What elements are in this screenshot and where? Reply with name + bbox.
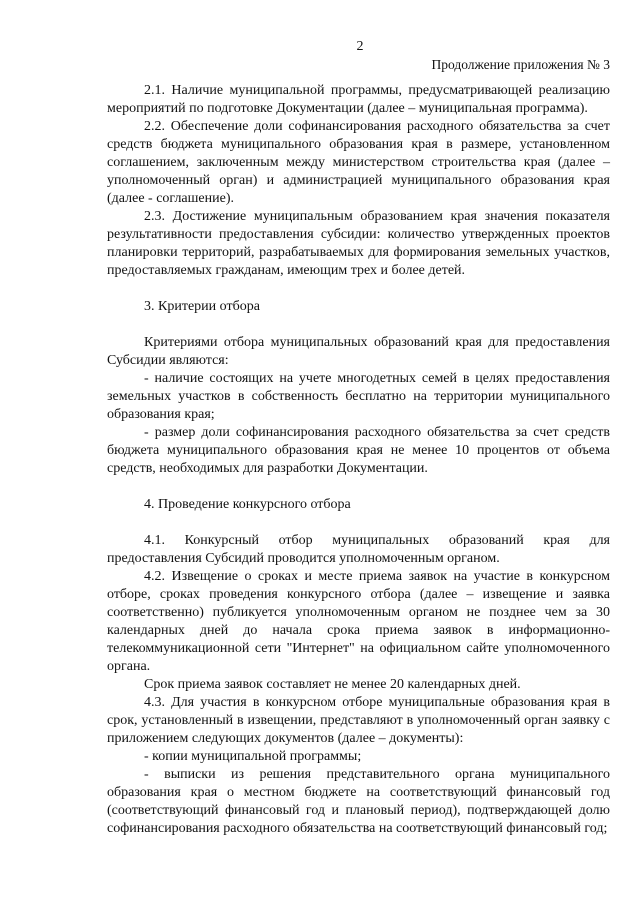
spacer: [107, 478, 610, 496]
section-4-heading: 4. Проведение конкурсного отбора: [144, 497, 351, 512]
document-body: [107, 82, 610, 838]
paragraph-4-1: 4.1. Конкурсный отбор муниципальных образований края для предоставления Субсидий проводится уполномоченным органом.: [107, 533, 610, 566]
appendix-continuation-note: Продолжение приложения № 3: [431, 57, 610, 72]
page-number: 2: [356, 39, 364, 54]
spacer: [107, 316, 610, 334]
spacer: [107, 280, 610, 298]
document-list-item: - выписки из решения представительного органа муниципального образования края о местном бюджете на соответствующий финансовый год (соответствующий финансовый год и плановый период), подтверждающей долю софинансирования расходного обязательства на соответствующий финансовый год;: [107, 767, 610, 836]
paragraph-4-2: 4.2. Извещение о сроках и месте приема заявок на участие в конкурсном отборе, сроках проведения конкурсного отбора (далее – извещение и заявка соответственно) публикуется уполномоченным органом не позднее чем за 30 календарных дней до начала срока приема заявок в информационно-телекоммуникационной сети "Интернет" на официальном сайте уполномоченного органа.: [107, 569, 610, 674]
criteria-item: - наличие состоящих на учете многодетных семей в целях предоставления земельных участков в собственность бесплатно на территории муниципального образования края;: [107, 371, 610, 422]
document-list-item: - копии муниципальной программы;: [144, 749, 362, 764]
application-term: Срок приема заявок составляет не менее 20 календарных дней.: [144, 677, 521, 692]
paragraph-2-1: 2.1. Наличие муниципальной программы, предусматривающей реализацию мероприятий по подготовке Документации (далее – муниципальная программа).: [107, 83, 610, 116]
section-3-heading: 3. Критерии отбора: [144, 299, 260, 314]
criteria-intro: Критериями отбора муниципальных образований края для предоставления Субсидии являются:: [107, 335, 610, 368]
paragraph-2-3: 2.3. Достижение муниципальным образованием края значения показателя результативности предоставления субсидии: количество утвержденных проектов планировки территорий, разрабатываемых для формирования земельных участков, предоставляемых гражданам, имеющим трех и более детей.: [107, 209, 610, 278]
paragraph-2-2: 2.2. Обеспечение доли софинансирования расходного обязательства за счет средств бюджета муниципального образования края в размере, установленном соглашением, заключенным между министерством строительства края (далее – уполномоченный орган) и администрацией муниципального образования края (далее - соглашение).: [107, 119, 610, 206]
spacer: [107, 514, 610, 532]
criteria-item: - размер доли софинансирования расходного обязательства за счет средств бюджета муниципального образования края не менее 10 процентов от объема средств, необходимых для разработки Документации.: [107, 425, 610, 476]
paragraph-4-3: 4.3. Для участия в конкурсном отборе муниципальные образования края в срок, установленный в извещении, представляют в уполномоченный орган заявку с приложением следующих документов (далее – документы):: [107, 695, 610, 746]
